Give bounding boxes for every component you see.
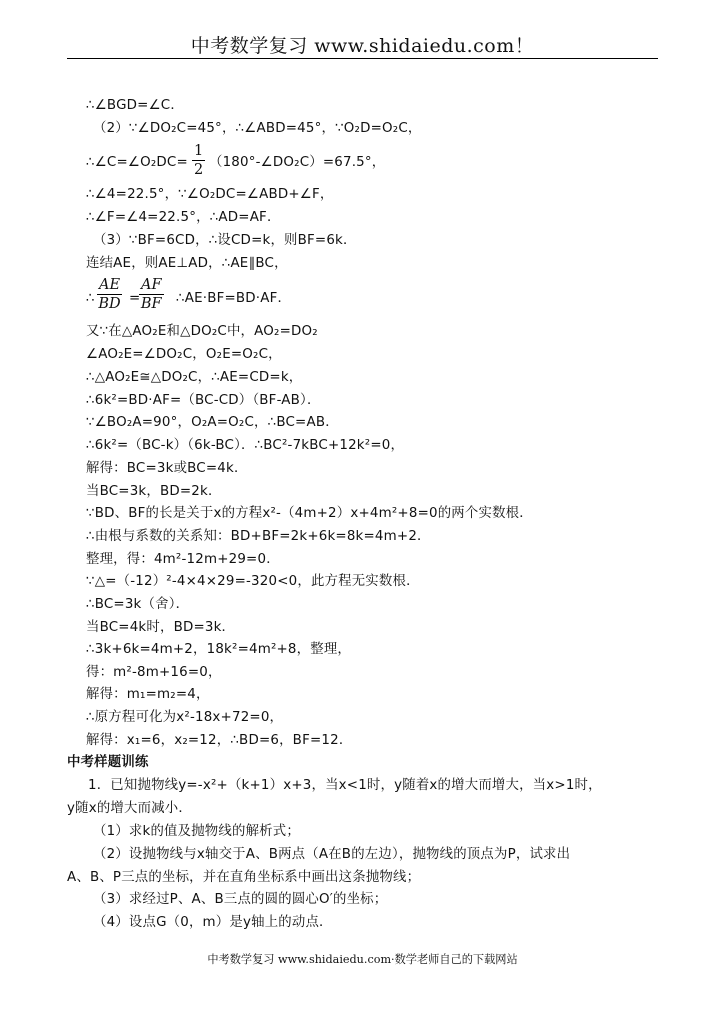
solution-line: ∴∠BGD=∠C． — [86, 98, 184, 113]
solution-line: 当BC=3k，BD=2k． — [86, 484, 222, 499]
solution-line: （180°-∠DO₂C）=67.5°， — [209, 155, 386, 170]
solution-line: ∴BC=3k（舍）． — [86, 597, 190, 612]
page-footer: 中考数学复习 www.shidaiedu.com·数学老师自己的下载网站 — [207, 953, 518, 966]
equals-sign: = — [129, 291, 141, 306]
fraction-denominator: 2 — [194, 162, 204, 178]
solution-line: ∠AO₂E=∠DO₂C，O₂E=O₂C， — [86, 347, 282, 362]
problem-line: 1．已知抛物线y=-x²+（k+1）x+3，当x<1时，y随着x的增大而增大，当x>1时， — [88, 778, 602, 793]
solution-line: ∴∠C=∠O₂DC= — [86, 155, 188, 170]
solution-line: ∴由根与系数的关系知：BD+BF=2k+6k=8k=4m+2． — [86, 529, 431, 544]
solution-line: 当BC=4k时，BD=3k． — [86, 620, 236, 635]
solution-line: ∵BD、BF的长是关于x的方程x²-（4m+2）x+4m²+8=0的两个实数根． — [86, 506, 533, 521]
fraction-numerator: 1 — [194, 143, 204, 159]
solution-line: ∴∠F=∠4=22.5°，∴AD=AF． — [86, 210, 281, 225]
solution-line: （2）∵∠DO₂C=45°，∴∠ABD=45°，∵O₂D=O₂C， — [93, 121, 422, 136]
solution-line: ∴∠4=22.5°，∵∠O₂DC=∠ABD+∠F， — [86, 187, 334, 202]
fraction-numerator: AF — [141, 277, 162, 293]
solution-line: 解得：x₁=6，x₂=12，∴BD=6，BF=12． — [86, 733, 353, 748]
solution-line: ∵△=（-12）²-4×4×29=-320<0，此方程无实数根． — [86, 574, 420, 589]
solution-line: 解得：m₁=m₂=4， — [86, 687, 210, 702]
solution-line: ∴AE·BF=BD·AF． — [176, 291, 292, 306]
fraction-af-bf — [139, 277, 164, 312]
solution-line: ∴3k+6k=4m+2，18k²=4m²+8，整理， — [86, 642, 352, 657]
solution-line: 解得：BC=3k或BC=4k． — [86, 461, 248, 476]
solution-line: ∴6k²=（BC-k）（6k-BC）．∴BC²-7kBC+12k²=0， — [86, 438, 405, 453]
problem-line: y随x的增大而减小． — [67, 801, 192, 816]
solution-line: ∴6k²=BD·AF=（BC-CD）（BF-AB）． — [86, 393, 321, 408]
fraction-ae-bd — [97, 277, 122, 312]
solution-line: 整理，得：4m²-12m+29=0． — [86, 552, 280, 567]
fraction-denominator: BD — [98, 296, 121, 312]
fraction-one-half — [192, 143, 205, 178]
problem-line: （2）设抛物线与x轴交于A、B两点（A在B的左边），抛物线的顶点为P，试求出 — [93, 847, 571, 862]
solution-line: （3）∵BF=6CD，∴设CD=k，则BF=6k． — [93, 233, 357, 248]
solution-line: 连结AE，则AE⊥AD，∴AE∥BC， — [86, 256, 288, 271]
solution-line: ∴ — [86, 291, 95, 306]
problem-line: A、B、P三点的坐标，并在直角坐标系中画出这条抛物线； — [67, 870, 421, 885]
fraction-numerator: AE — [99, 277, 121, 293]
problem-line: （1）求k的值及抛物线的解析式； — [93, 824, 300, 839]
solution-line: ∴原方程可化为x²-18x+72=0， — [86, 710, 284, 725]
fraction-denominator: BF — [140, 296, 162, 312]
page-header: 中考数学复习 www.shidaiedu.com！ — [190, 35, 535, 57]
problem-line: （3）求经过P、A、B三点的圆的圆心O′的坐标； — [93, 892, 388, 907]
section-heading: 中考样题训练 — [67, 755, 149, 770]
solution-line: ∵∠BO₂A=90°，O₂A=O₂C，∴BC=AB． — [86, 415, 339, 430]
solution-line: 得：m²-8m+16=0， — [86, 665, 222, 680]
solution-line: ∴△AO₂E≅△DO₂C，∴AE=CD=k， — [86, 370, 303, 385]
solution-line: 又∵在△AO₂E和△DO₂C中，AO₂=DO₂ — [86, 324, 318, 339]
problem-line: （4）设点G（0，m）是y轴上的动点． — [93, 915, 333, 930]
